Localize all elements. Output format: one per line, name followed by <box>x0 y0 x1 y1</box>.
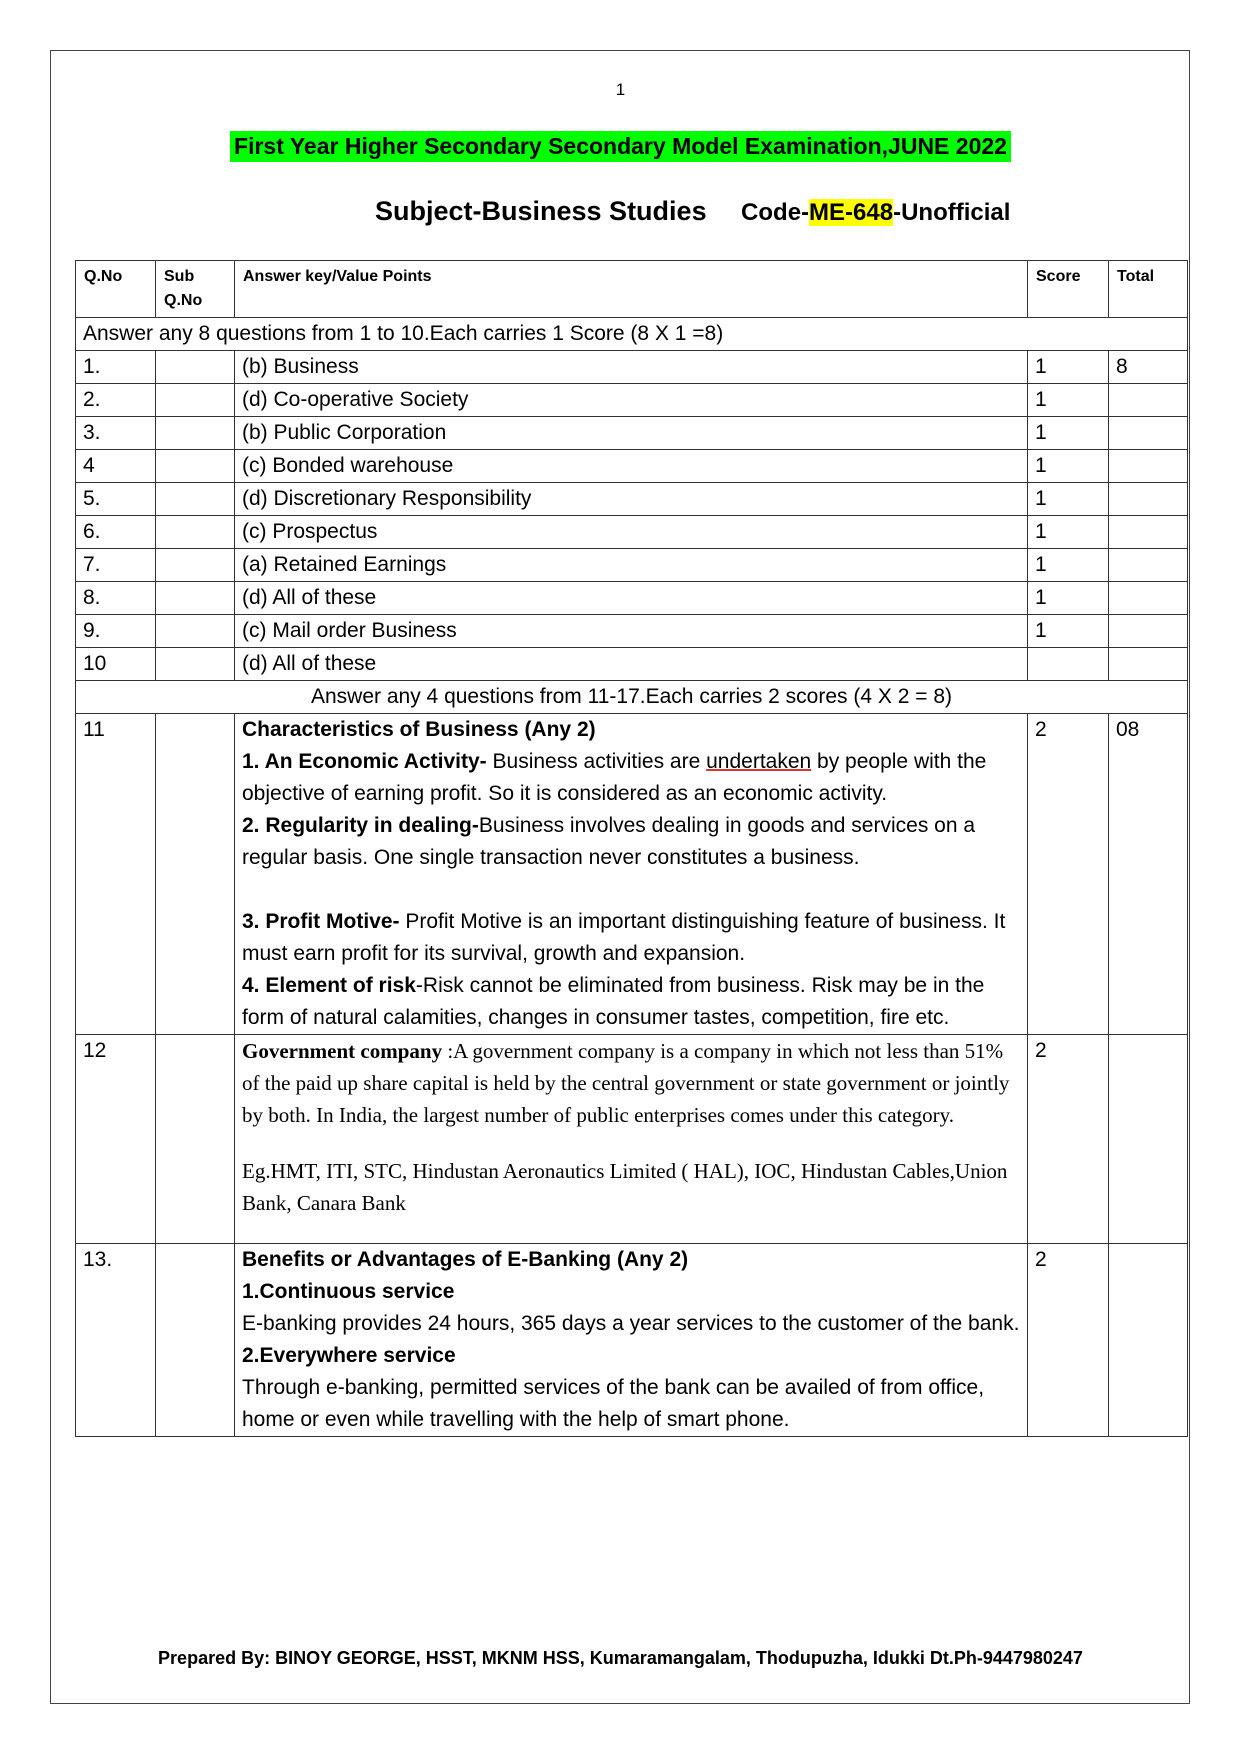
spacer <box>242 1131 1020 1155</box>
header-row <box>76 261 1188 318</box>
q11-point2 <box>242 810 1020 874</box>
qno-cell: 5. <box>76 483 156 516</box>
score-cell: 2 <box>1028 1244 1109 1437</box>
code-prefix: Code- <box>741 199 810 226</box>
code-value: ME-648 <box>809 199 894 226</box>
total-cell <box>1109 516 1188 549</box>
qno-cell: 9. <box>76 615 156 648</box>
table-row <box>76 351 1188 384</box>
score-cell: 1 <box>1028 384 1109 417</box>
subqno-cell <box>156 417 235 450</box>
answer-cell: (d) All of these <box>235 582 1028 615</box>
q12-text: :A government company is a company in which not less than 51% of the paid up share capital is held by the central government or state government or jointly by both. In India, the largest number of public enterprises comes under this category. <box>242 1039 1010 1127</box>
qno-cell: 10 <box>76 648 156 681</box>
total-cell <box>1109 1035 1188 1244</box>
table-row <box>76 714 1188 1035</box>
table-row <box>76 384 1188 417</box>
q11-point2-text: Business involves dealing in goods and services on a regular basis. One single transaction never constitutes a business. <box>242 814 976 869</box>
subqno-cell <box>156 1244 235 1437</box>
answer-cell: (d) Discretionary Responsibility <box>235 483 1028 516</box>
table-row <box>76 1035 1188 1244</box>
q11-heading: Characteristics of Business (Any 2) <box>242 718 596 741</box>
table-row <box>76 417 1188 450</box>
score-cell: 1 <box>1028 351 1109 384</box>
q11-point1-text-a: Business activities are <box>486 750 707 773</box>
q11-point1-text-b: by people with the objective of earning profit. So it is considered as an economic activity. <box>242 750 987 805</box>
answer-cell <box>235 1035 1028 1244</box>
answer-cell: (c) Bonded warehouse <box>235 450 1028 483</box>
subqno-cell <box>156 384 235 417</box>
total-cell <box>1109 450 1188 483</box>
subqno-cell <box>156 615 235 648</box>
q11-point1-underlined: undertaken <box>706 750 812 773</box>
q11-point3-title: 3. Profit Motive- <box>242 910 400 933</box>
footer: Prepared By: BINOY GEORGE, HSST, MKNM HSS, Kumaramangalam, Thodupuzha, Idukki Dt.Ph-9447980247 <box>158 1648 1083 1668</box>
score-cell <box>1028 648 1109 681</box>
q11-point4 <box>242 970 1020 1034</box>
section1-label: Answer any 8 questions from 1 to 10.Each carries 1 Score (8 X 1 =8) <box>76 318 1188 351</box>
table-row <box>76 483 1188 516</box>
mcq-rows <box>76 351 1188 681</box>
subqno-cell <box>156 450 235 483</box>
q11-point1 <box>242 746 1020 810</box>
subqno-cell <box>156 582 235 615</box>
subqno-cell <box>156 483 235 516</box>
header-total: Total <box>1109 261 1188 318</box>
answer-cell <box>235 1244 1028 1437</box>
total-cell <box>1109 483 1188 516</box>
qno-cell: 3. <box>76 417 156 450</box>
q12-definition <box>242 1035 1020 1131</box>
subject-row <box>375 196 1010 227</box>
answer-cell: (d) Co-operative Society <box>235 384 1028 417</box>
qno-cell: 1. <box>76 351 156 384</box>
q11-point4-title: 4. Element of risk <box>242 974 416 997</box>
total-cell: 8 <box>1109 351 1188 384</box>
section-row <box>76 318 1188 351</box>
answer-key-table <box>75 260 1188 1437</box>
total-cell <box>1109 549 1188 582</box>
q11-point2-title: 2. Regularity in dealing- <box>242 814 479 837</box>
score-cell: 2 <box>1028 714 1109 1035</box>
total-cell <box>1109 384 1188 417</box>
q11-point4-text: -Risk cannot be eliminated from business. Risk may be in the form of natural calamities, changes in consumer tastes, competition, fire etc. <box>242 974 985 1029</box>
score-cell: 1 <box>1028 450 1109 483</box>
q13-sub1: 1.Continuous service <box>242 1280 455 1303</box>
table-row <box>76 516 1188 549</box>
total-cell <box>1109 648 1188 681</box>
subqno-cell <box>156 516 235 549</box>
answer-cell <box>235 714 1028 1035</box>
score-cell: 1 <box>1028 516 1109 549</box>
qno-cell: 11 <box>76 714 156 1035</box>
qno-cell: 6. <box>76 516 156 549</box>
total-cell: 08 <box>1109 714 1188 1035</box>
table-row <box>76 549 1188 582</box>
subqno-cell <box>156 1035 235 1244</box>
q11-point1-title: 1. An Economic Activity- <box>242 750 487 773</box>
total-cell <box>1109 417 1188 450</box>
spacer <box>242 874 1020 906</box>
q13-sub2: 2.Everywhere service <box>242 1344 456 1367</box>
exam-title: First Year Higher Secondary Secondary Model Examination,JUNE 2022 <box>230 131 1011 162</box>
total-cell <box>1109 1244 1188 1437</box>
qno-cell: 13. <box>76 1244 156 1437</box>
header-score: Score <box>1028 261 1109 318</box>
table-row <box>76 648 1188 681</box>
total-cell <box>1109 615 1188 648</box>
answer-cell: (c) Mail order Business <box>235 615 1028 648</box>
q11-point3 <box>242 906 1020 970</box>
q12-title: Government company <box>242 1039 443 1063</box>
answer-cell: (b) Public Corporation <box>235 417 1028 450</box>
section2-label: Answer any 4 questions from 11-17.Each carries 2 scores (4 X 2 = 8) <box>76 681 1188 714</box>
score-cell: 1 <box>1028 417 1109 450</box>
answer-cell: (d) All of these <box>235 648 1028 681</box>
score-cell: 1 <box>1028 582 1109 615</box>
subqno-cell <box>156 549 235 582</box>
q13-text1: E-banking provides 24 hours, 365 days a year services to the customer of the bank. <box>242 1312 1020 1335</box>
header-qno: Q.No <box>76 261 156 318</box>
q13-text2: Through e-banking, permitted services of the bank can be availed of from office, home or even while travelling with the help of smart phone. <box>242 1376 985 1431</box>
header-answer: Answer key/Value Points <box>235 261 1028 318</box>
total-cell <box>1109 582 1188 615</box>
subject-label: Subject-Business Studies <box>375 196 707 226</box>
qno-cell: 4 <box>76 450 156 483</box>
score-cell: 1 <box>1028 483 1109 516</box>
answer-cell: (a) Retained Earnings <box>235 549 1028 582</box>
answer-cell: (b) Business <box>235 351 1028 384</box>
qno-cell: 12 <box>76 1035 156 1244</box>
subqno-cell <box>156 648 235 681</box>
table-row <box>76 615 1188 648</box>
title-container <box>0 131 1241 162</box>
q12-example: Eg.HMT, ITI, STC, Hindustan Aeronautics Limited ( HAL), IOC, Hindustan Cables,Union Bank, Canara Bank <box>242 1159 1008 1215</box>
section-row <box>76 681 1188 714</box>
score-cell: 1 <box>1028 615 1109 648</box>
subqno-cell <box>156 714 235 1035</box>
table-row <box>76 1244 1188 1437</box>
code-suffix: -Unofficial <box>893 199 1011 226</box>
score-cell: 2 <box>1028 1035 1109 1244</box>
subqno-cell <box>156 351 235 384</box>
q13-heading: Benefits or Advantages of E-Banking (Any 2) <box>242 1248 689 1271</box>
q11-point3-text: Profit Motive is an important distinguishing feature of business. It must earn profit for its survival, growth and expansion. <box>242 910 1006 965</box>
code-label <box>741 199 1010 226</box>
score-cell: 1 <box>1028 549 1109 582</box>
header-subqno: Sub Q.No <box>156 261 235 318</box>
qno-cell: 2. <box>76 384 156 417</box>
qno-cell: 7. <box>76 549 156 582</box>
page-number: 1 <box>615 80 626 99</box>
table-row <box>76 450 1188 483</box>
table-row <box>76 582 1188 615</box>
answer-cell: (c) Prospectus <box>235 516 1028 549</box>
qno-cell: 8. <box>76 582 156 615</box>
